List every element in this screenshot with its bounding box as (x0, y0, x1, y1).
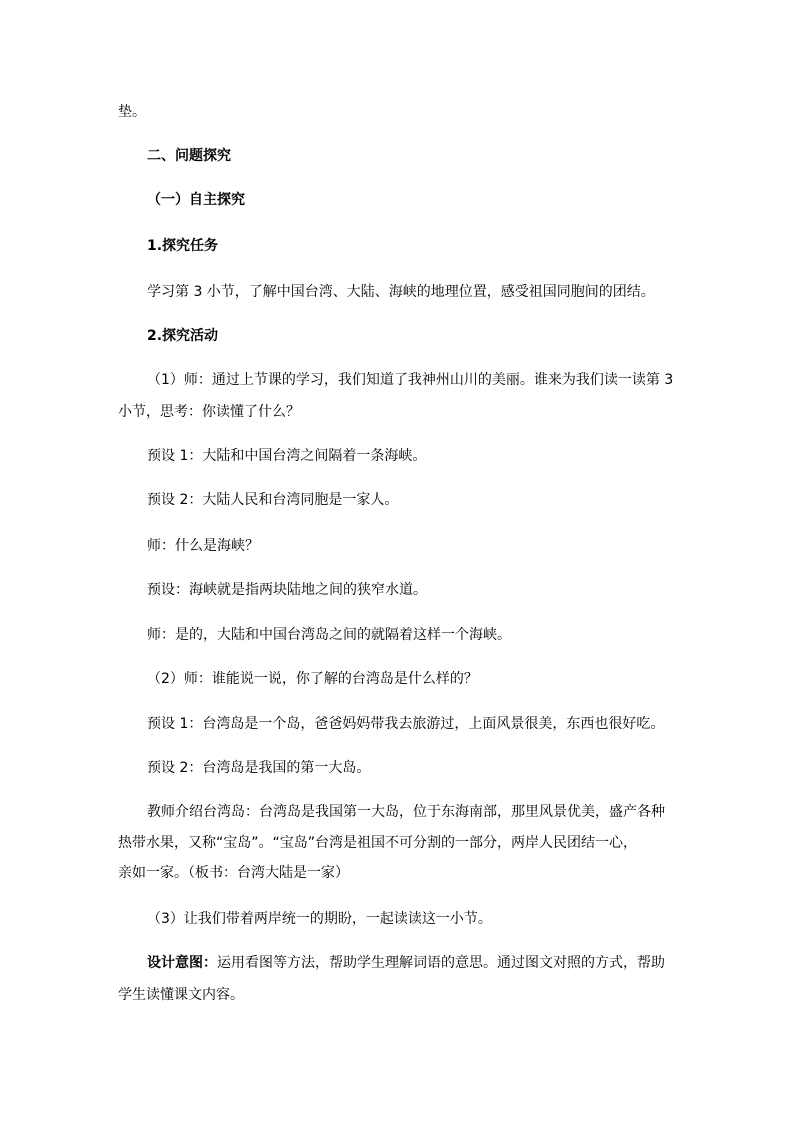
teacher-answer: 师：是的，大陆和中国台湾岛之间的就隔着这样一个海峡。 (147, 627, 511, 643)
teacher-question: 师：什么是海峡？ (147, 538, 259, 554)
preset-4: 预设 2：台湾岛是我国的第一大岛。 (147, 760, 371, 776)
section-heading: 二、问题探究 (147, 148, 231, 164)
preset-strait: 预设：海峡就是指两块陆地之间的狭窄水道。 (147, 582, 427, 598)
design-intent-text: 运用看图等方法，帮助学生理解词语的意思。通过图文对照的方式，帮助 (217, 955, 665, 971)
intro-line-3: 亲如一家。（板书：台湾大陆是一家） (118, 865, 349, 881)
preset-2: 预设 2：大陆人民和台湾同胞是一家人。 (147, 492, 399, 508)
intro-line-1: 教师介绍台湾岛：台湾岛是我国第一大岛，位于东海南部，那里风景优美，盛产各种 (147, 804, 665, 820)
design-intent-label: 设计意图： (147, 955, 217, 971)
paragraph-1-line-2: 小节，思考：你读懂了什么？ (118, 404, 300, 420)
design-intent-line-1 (147, 953, 665, 973)
design-intent-line-2: 学生读懂课文内容。 (118, 987, 244, 1003)
task-text: 学习第 3 小节，了解中国台湾、大陆、海峡的地理位置，感受祖国同胞间的团结。 (147, 284, 655, 300)
intro-line-2: 热带水果，又称“宝岛”。“宝岛”台湾是祖国不可分割的一部分，两岸人民团结一心， (118, 835, 638, 851)
subsection-heading: （一）自主探究 (147, 192, 245, 208)
preset-3: 预设 1：台湾岛是一个岛，爸爸妈妈带我去旅游过，上面风景很美，东西也很好吃。 (147, 716, 665, 732)
paragraph-3: （3）让我们带着两岸统一的期盼，一起读读这一小节。 (147, 911, 492, 927)
paragraph-1-line-1: （1）师：通过上节课的学习，我们知道了我神州山川的美丽。谁来为我们读一读第 3 (147, 372, 674, 388)
continuation-text: 垫。 (118, 104, 146, 120)
activity-heading: 2.探究活动 (147, 328, 219, 344)
preset-1: 预设 1：大陆和中国台湾之间隔着一条海峡。 (147, 448, 427, 464)
task-heading: 1.探究任务 (147, 238, 219, 254)
paragraph-2: （2）师：谁能说一说，你了解的台湾岛是什么样的？ (147, 671, 478, 687)
